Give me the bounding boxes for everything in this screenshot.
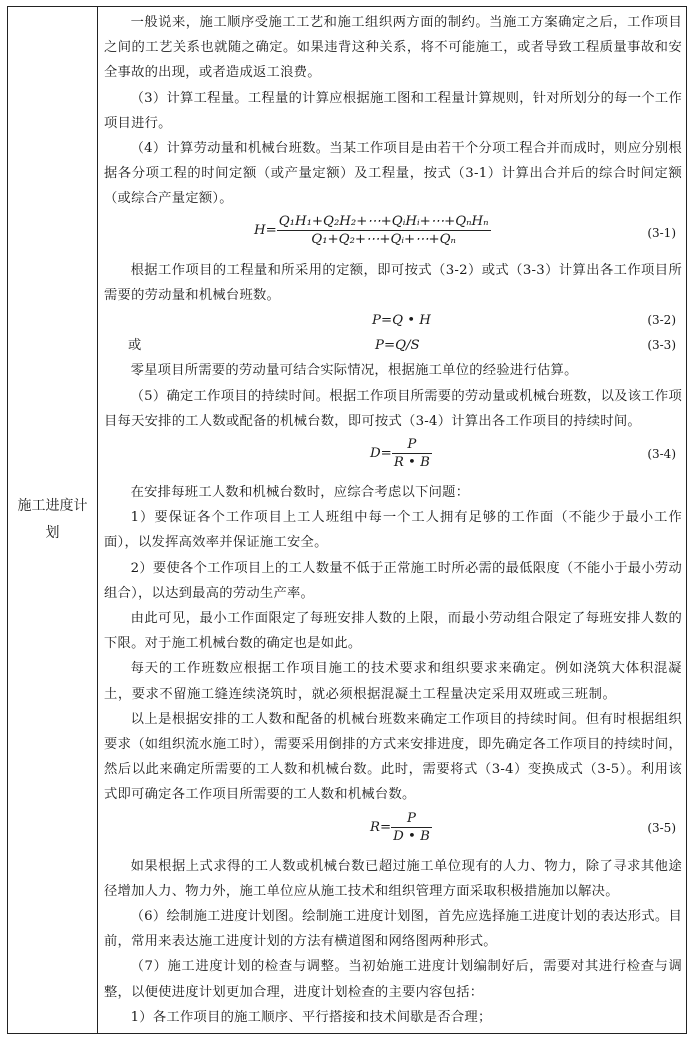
- paragraph: 每天的工作班数应根据工作项目施工的技术要求和组织要求来确定。例如浇筑大体积混凝土，要求不留施工缝连续浇筑时，就必须根据混凝土工程量决定采用双班或三班制。: [104, 661, 682, 702]
- equation-3-3: [104, 333, 682, 358]
- paragraph: （7）施工进度计划的检查与调整。当初始施工进度计划编制好后，需要对其进行检查与调整，以便使进度计划更加合理，进度计划检查的主要内容包括：: [104, 959, 682, 1000]
- equation-number: (3-5): [647, 820, 676, 835]
- equation-3-4: [104, 434, 682, 480]
- equation-denominator: D • B: [393, 828, 430, 844]
- equation-prefix: 或: [128, 338, 142, 354]
- paragraph: 1）各工作项目的施工顺序、平行搭接和技术间歇是否合理；: [130, 1009, 492, 1025]
- content-cell: [104, 10, 682, 1030]
- equation-numerator: P: [391, 810, 432, 828]
- equation-3-1: [104, 212, 682, 258]
- paragraph: 由此可见，最小工作面限定了每班安排人数的上限，而最小劳动组合限定了每班安排人数的下限。对于施工机械台数的确定也是如此。: [104, 611, 682, 652]
- row-label-cell: [8, 7, 98, 1033]
- paragraph: （5）确定工作项目的持续时间。根据工作项目所需要的劳动量或机械台班数，以及该工作项目每天安排的工人数或配备的机械台数，即可按式（3-4）计算出各工作项目的持续时间。: [104, 388, 682, 429]
- equation-3-2: [104, 308, 682, 333]
- equation-expr: P=Q • H: [372, 313, 431, 329]
- paragraph: 一般说来，施工顺序受施工工艺和施工组织两方面的制约。当施工方案确定之后，工作项目之间的工艺关系也就随之确定。如果违背这种关系，将不可能施工，或者导致工程质量事故和安全事故的出现，或者造成返工浪费。: [104, 15, 682, 81]
- equation-denominator: Q₁+Q₂+⋯+Qᵢ+⋯+Qₙ: [311, 231, 456, 247]
- equation-denominator: R • B: [393, 455, 430, 471]
- paragraph: 如果根据上式求得的工人数或机械台数已超过施工单位现有的人力、物力，除了寻求其他途径增加人力、物力外，施工单位应从施工技术和组织管理方面采取积极措施加以解决。: [104, 858, 682, 899]
- equation-lhs: D=: [370, 445, 392, 461]
- equation-fraction: [277, 213, 491, 248]
- equation-number: (3-4): [647, 447, 676, 462]
- equation-3-5: [104, 808, 682, 854]
- paragraph: （6）绘制施工进度计划图。绘制施工进度计划图，首先应选择施工进度计划的表达形式。目前，常用来表达施工进度计划的方法有横道图和网络图两种形式。: [104, 909, 682, 950]
- paragraph: 以上是根据安排的工人数和配备的机械台班数来确定工作项目的持续时间。但有时根据组织要求（如组织流水施工时），需要采用倒排的方式来安排进度，即先确定各工作项目的持续时间，然后以此来确定所需要的工人数和机械台数。此时，需要将式（3-4）变换成式（3-5）。利用该式即可确定各工作项目所需要的工人数和机械台数。: [104, 711, 682, 803]
- equation-number: (3-3): [647, 338, 676, 353]
- equation-lhs: R=: [370, 819, 392, 835]
- paragraph: 根据工作项目的工程量和所采用的定额，即可按式（3-2）或式（3-3）计算出各工作项目所需要的劳动量和机械台班数。: [104, 262, 682, 303]
- equation-numerator: Q₁H₁+Q₂H₂+⋯+QᵢHᵢ+⋯+QₙHₙ: [278, 213, 489, 229]
- equation-expr: P=Q/S: [375, 338, 420, 354]
- equation-fraction: [391, 810, 432, 845]
- content-table: [7, 6, 687, 1034]
- paragraph: （3）计算工程量。工程量的计算应根据施工图和工程量计算规则，针对所划分的每一个工作项目进行。: [104, 90, 682, 131]
- equation-number: (3-1): [647, 225, 676, 240]
- row-label: 施工进度计划: [17, 498, 88, 541]
- paragraph: 2）要使各个工作项目上的工人数量不低于正常施工时所必需的最低限度（不能小于最小劳动组合），以达到最高的劳动生产率。: [104, 560, 682, 601]
- paragraph: （4）计算劳动量和机械台班数。当某工作项目是由若干个分项工程合并而成时，则应分别根据各分项工程的时间定额（或产量定额）及工程量，按式（3-1）计算出合并后的综合时间定额（或综合产量定额）。: [104, 141, 682, 207]
- equation-fraction: [392, 436, 432, 471]
- equation-lhs: H=: [254, 222, 277, 238]
- paragraph: 在安排每班工人数和机械台数时，应综合考虑以下问题：: [130, 485, 470, 501]
- paragraph: 1）要保证各个工作项目上工人班组中每一个工人拥有足够的工作面（不能少于最小工作面），以发挥高效率并保证施工安全。: [104, 510, 682, 551]
- equation-number: (3-2): [647, 313, 676, 328]
- paragraph: 零星项目所需要的劳动量可结合实际情况，根据施工单位的经验进行估算。: [130, 363, 578, 379]
- equation-numerator: P: [392, 436, 432, 454]
